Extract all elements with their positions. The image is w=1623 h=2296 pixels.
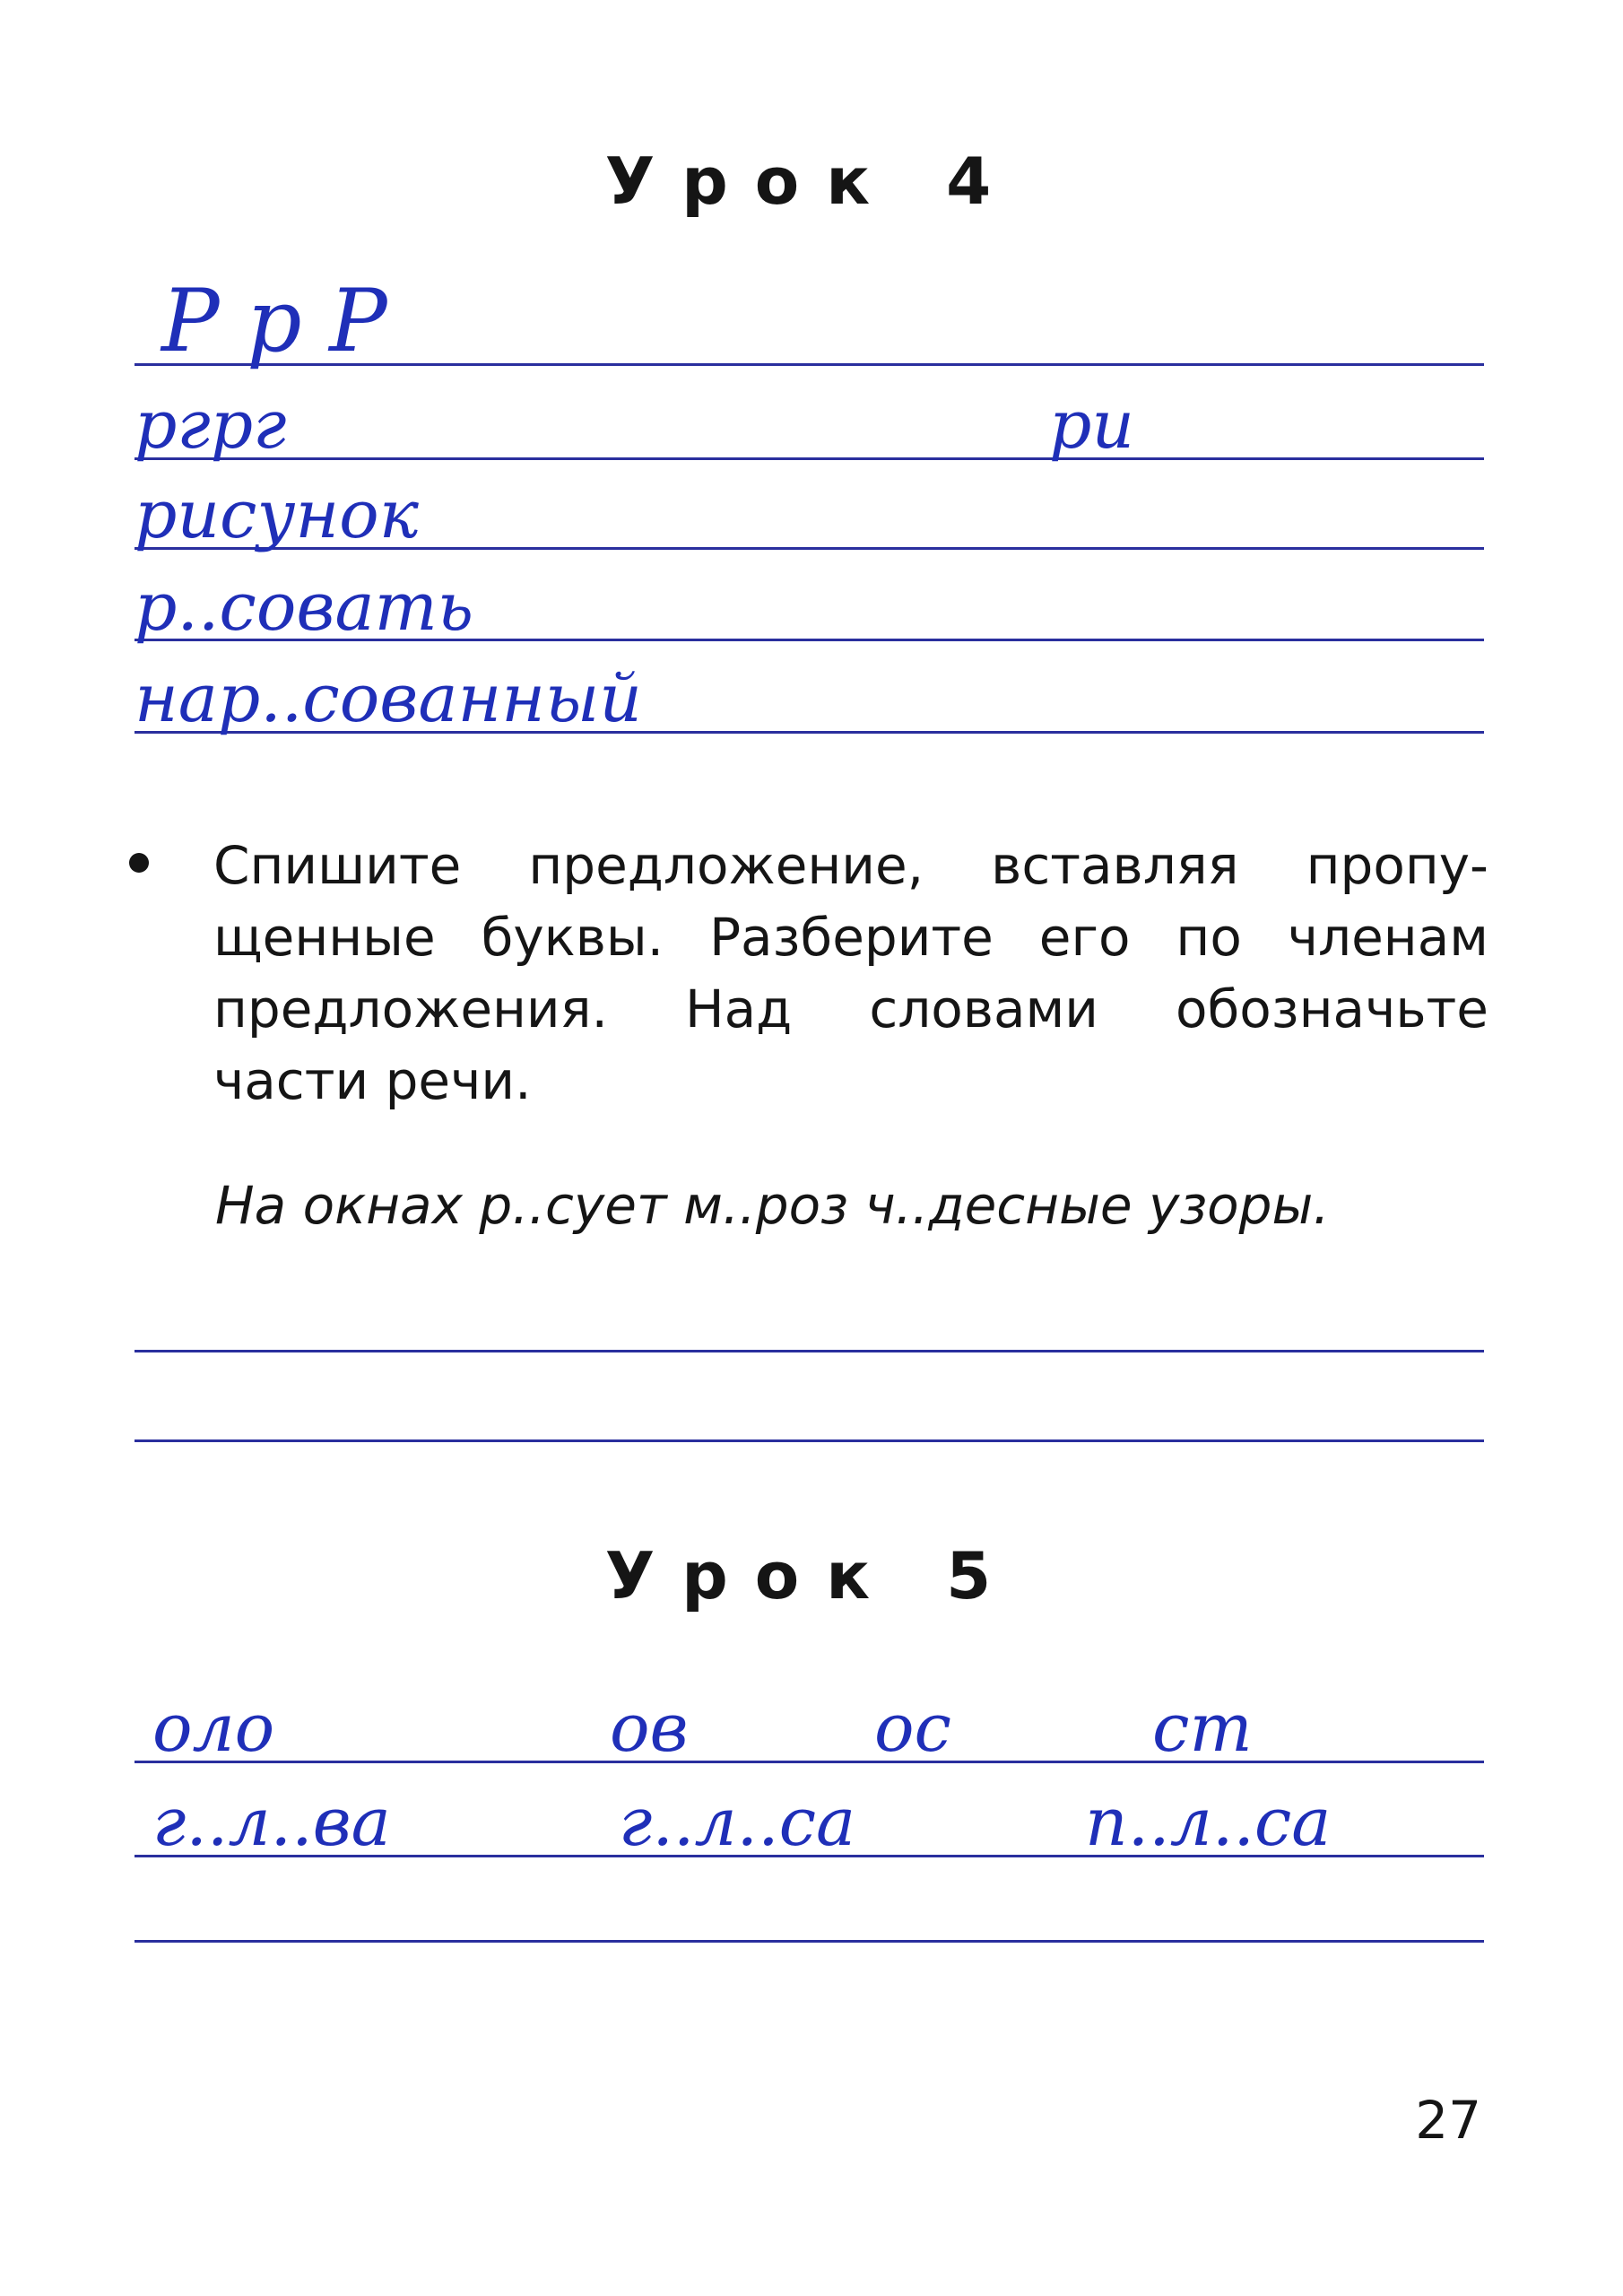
handwriting-sample-word: нар..сованный <box>135 660 642 737</box>
handwriting-sample-syllable: ов <box>610 1690 689 1767</box>
page-number: 27 <box>1415 2090 1481 2151</box>
ruled-line <box>135 1439 1484 1442</box>
example-sentence: На окнах р..сует м..роз ч..десные узоры. <box>215 1175 1330 1236</box>
lesson-5-title: Урок 5 <box>604 1538 1019 1613</box>
handwriting-sample-syllable: ст <box>1152 1690 1253 1767</box>
task-instruction <box>135 830 1488 1117</box>
task-line: предложения. Над словами обозначьте <box>213 978 1488 1039</box>
handwriting-sample-syllables: ргрг <box>135 387 287 464</box>
handwriting-sample-syllable-ri: ри <box>1049 387 1135 464</box>
handwriting-sample-word: р..совать <box>135 569 474 646</box>
bullet-icon <box>129 853 149 873</box>
handwriting-sample-word: рисунок <box>135 476 419 553</box>
handwriting-sample-letters: Р р Р <box>161 271 387 371</box>
handwriting-sample-word: п..л..са <box>1085 1784 1332 1861</box>
ruled-line <box>135 457 1484 460</box>
handwriting-sample-syllable: ос <box>874 1690 951 1767</box>
handwriting-sample-word: г..л..са <box>619 1784 856 1861</box>
lesson-4-title: Урок 4 <box>604 144 1019 219</box>
task-line: части речи. <box>213 1050 532 1111</box>
ruled-line <box>135 1350 1484 1352</box>
handwriting-sample-word: г..л..ва <box>152 1784 391 1861</box>
ruled-line <box>135 1940 1484 1943</box>
task-line: щенные буквы. Разберите его по членам <box>213 907 1488 968</box>
ruled-line <box>135 1761 1484 1763</box>
handwriting-sample-syllable: оло <box>152 1690 275 1767</box>
task-line: Спишите предложение, вставляя пропу- <box>213 835 1488 896</box>
